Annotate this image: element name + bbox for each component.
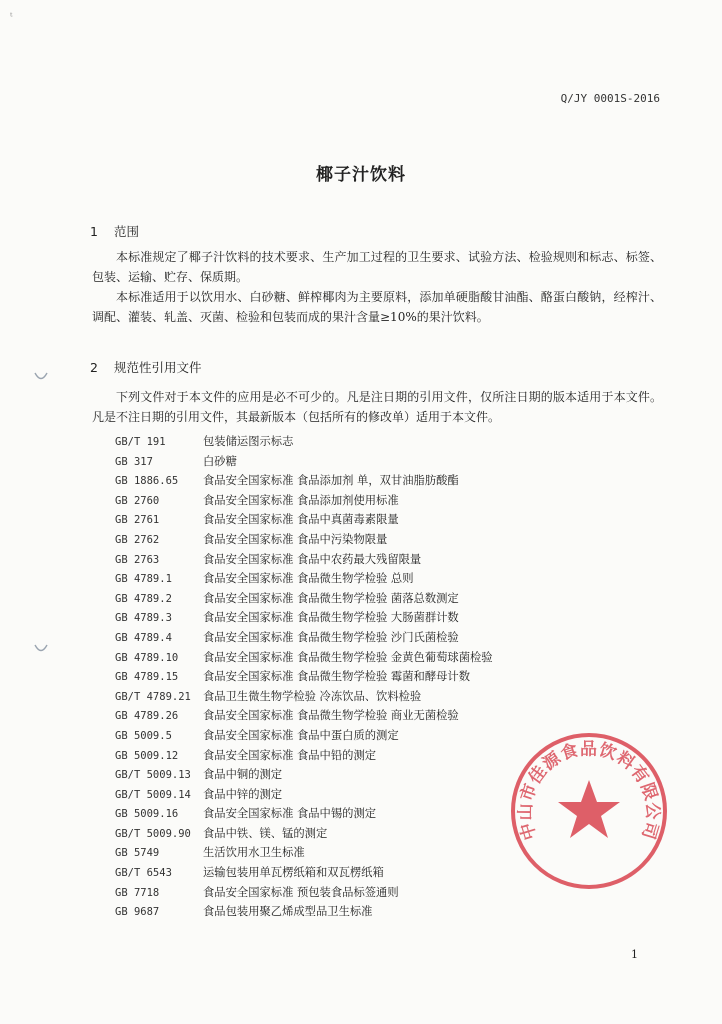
punch-hole-icon xyxy=(32,368,50,386)
reference-row xyxy=(115,687,493,707)
reference-code: GB 4789.1 xyxy=(115,573,172,586)
reference-code: GB 2763 xyxy=(115,553,160,566)
reference-code: GB/T 5009.13 xyxy=(115,769,191,782)
reference-row xyxy=(115,432,493,452)
reference-code: GB 4789.10 xyxy=(115,651,179,664)
reference-title: 食品安全国家标准 食品中铅的测定 xyxy=(203,748,377,762)
reference-code: GB 4789.4 xyxy=(115,631,172,644)
reference-row xyxy=(115,804,493,824)
reference-title: 生活饮用水卫生标准 xyxy=(203,846,305,860)
reference-code: GB 5749 xyxy=(115,847,160,860)
reference-row xyxy=(115,843,493,863)
reference-row xyxy=(115,569,493,589)
reference-code: GB/T 5009.90 xyxy=(115,827,191,840)
reference-row xyxy=(115,628,493,648)
seal-text: 中山市佳源食品饮料有限公司 xyxy=(515,739,663,843)
reference-title: 食品安全国家标准 食品微生物学检验 霉菌和酵母计数 xyxy=(203,670,471,684)
reference-code: GB/T 191 xyxy=(115,436,166,448)
reference-code: GB 1886.65 xyxy=(115,475,179,488)
reference-code: GB/T 4789.21 xyxy=(115,690,191,703)
reference-row xyxy=(115,608,493,628)
reference-code: GB 5009.16 xyxy=(115,808,179,821)
section-2-heading xyxy=(90,358,202,376)
reference-title: 食品安全国家标准 食品微生物学检验 总则 xyxy=(203,572,414,586)
reference-row xyxy=(115,530,493,550)
reference-title: 食品安全国家标准 食品微生物学检验 金黄色葡萄球菌检验 xyxy=(203,650,493,664)
section-title: 范围 xyxy=(113,224,139,239)
reference-row xyxy=(115,746,493,766)
standard-number: Q/JY 0001S-2016 xyxy=(560,92,660,105)
reference-row xyxy=(115,667,493,687)
reference-title: 食品中锌的测定 xyxy=(203,787,283,801)
reference-code: GB 4789.3 xyxy=(115,612,172,625)
reference-row xyxy=(115,550,493,570)
reference-row xyxy=(115,471,493,491)
reference-code: GB 317 xyxy=(115,455,153,468)
reference-row xyxy=(115,765,493,785)
references-intro-paragraph: 下列文件对于本文件的应用是必不可少的。凡是注日期的引用文件，仅所注日期的版本适用于本文件。凡是不注日期的引用文件，其最新版本（包括所有的修改单）适用于本文件。 xyxy=(92,390,662,424)
reference-title: 食品卫生微生物学检验 冷冻饮品、饮料检验 xyxy=(203,689,422,703)
seal-star-icon xyxy=(558,780,620,838)
reference-row xyxy=(115,706,493,726)
reference-row xyxy=(115,648,493,668)
reference-code: GB 4789.26 xyxy=(115,710,179,723)
punch-hole-icon xyxy=(32,640,50,658)
reference-title: 食品中铜的测定 xyxy=(203,768,283,782)
document-title: 椰子汁饮料 xyxy=(316,165,406,185)
reference-title: 食品安全国家标准 食品微生物学检验 沙门氏菌检验 xyxy=(203,630,459,644)
corner-scan-mark: ᵗ xyxy=(10,12,13,23)
reference-code: GB 2761 xyxy=(115,514,160,527)
reference-row xyxy=(115,726,493,746)
reference-code: GB 7718 xyxy=(115,886,160,899)
reference-row xyxy=(115,452,493,472)
company-seal xyxy=(508,730,670,892)
page-number: 1 xyxy=(631,948,638,961)
reference-row xyxy=(115,510,493,530)
reference-code: GB 2760 xyxy=(115,494,160,507)
reference-code: GB 4789.2 xyxy=(115,592,172,605)
reference-code: GB 2762 xyxy=(115,533,160,546)
scope-paragraph-2: 本标准适用于以饮用水、白砂糖、鲜榨椰肉为主要原料，添加单硬脂酸甘油酯、酪蛋白酸钠，经榨汁、调配、灌装、轧盖、灭菌、检验和包装而成的果汁含量≥10%的果汁饮料。 xyxy=(92,290,662,324)
reference-code: GB 5009.12 xyxy=(115,749,179,762)
reference-list xyxy=(115,432,493,922)
reference-title: 食品中铁、镁、锰的测定 xyxy=(203,826,328,840)
reference-title: 食品安全国家标准 食品中锡的测定 xyxy=(203,807,377,821)
reference-code: GB 4789.15 xyxy=(115,671,179,684)
section-number: 2 xyxy=(90,360,98,375)
reference-title: 食品安全国家标准 食品中蛋白质的测定 xyxy=(203,728,399,742)
reference-row xyxy=(115,491,493,511)
reference-code: GB/T 5009.14 xyxy=(115,788,191,801)
reference-row xyxy=(115,824,493,844)
reference-title: 白砂糖 xyxy=(203,454,237,468)
reference-title: 运输包装用单瓦楞纸箱和双瓦楞纸箱 xyxy=(203,866,384,880)
reference-row xyxy=(115,902,493,922)
reference-title: 食品安全国家标准 食品中农药最大残留限量 xyxy=(203,552,422,566)
reference-title: 食品包装用聚乙烯成型品卫生标准 xyxy=(203,905,373,919)
reference-row xyxy=(115,863,493,883)
scope-paragraph-1: 本标准规定了椰子汁饮料的技术要求、生产加工过程的卫生要求、试验方法、检验规则和标志、标签、包装、运输、贮存、保质期。 xyxy=(92,250,662,284)
reference-title: 食品安全国家标准 食品微生物学检验 菌落总数测定 xyxy=(203,591,459,605)
reference-title: 食品安全国家标准 食品添加剂 单，双甘油脂肪酸酯 xyxy=(203,474,459,488)
reference-title: 食品安全国家标准 食品微生物学检验 大肠菌群计数 xyxy=(203,611,459,625)
reference-title: 包装储运图示标志 xyxy=(203,435,294,448)
section-title: 规范性引用文件 xyxy=(113,360,202,375)
reference-title: 食品安全国家标准 预包装食品标签通则 xyxy=(203,885,399,899)
section-number: 1 xyxy=(90,224,98,239)
reference-row xyxy=(115,785,493,805)
section-1-heading xyxy=(90,222,139,240)
reference-code: GB 5009.5 xyxy=(115,729,172,742)
reference-code: GB/T 6543 xyxy=(115,867,172,880)
reference-row xyxy=(115,589,493,609)
reference-title: 食品安全国家标准 食品中污染物限量 xyxy=(203,532,388,546)
reference-title: 食品安全国家标准 食品微生物学检验 商业无菌检验 xyxy=(203,709,459,723)
reference-code: GB 9687 xyxy=(115,906,160,919)
reference-row xyxy=(115,883,493,903)
reference-title: 食品安全国家标准 食品添加剂使用标准 xyxy=(203,493,399,507)
reference-title: 食品安全国家标准 食品中真菌毒素限量 xyxy=(203,513,399,527)
